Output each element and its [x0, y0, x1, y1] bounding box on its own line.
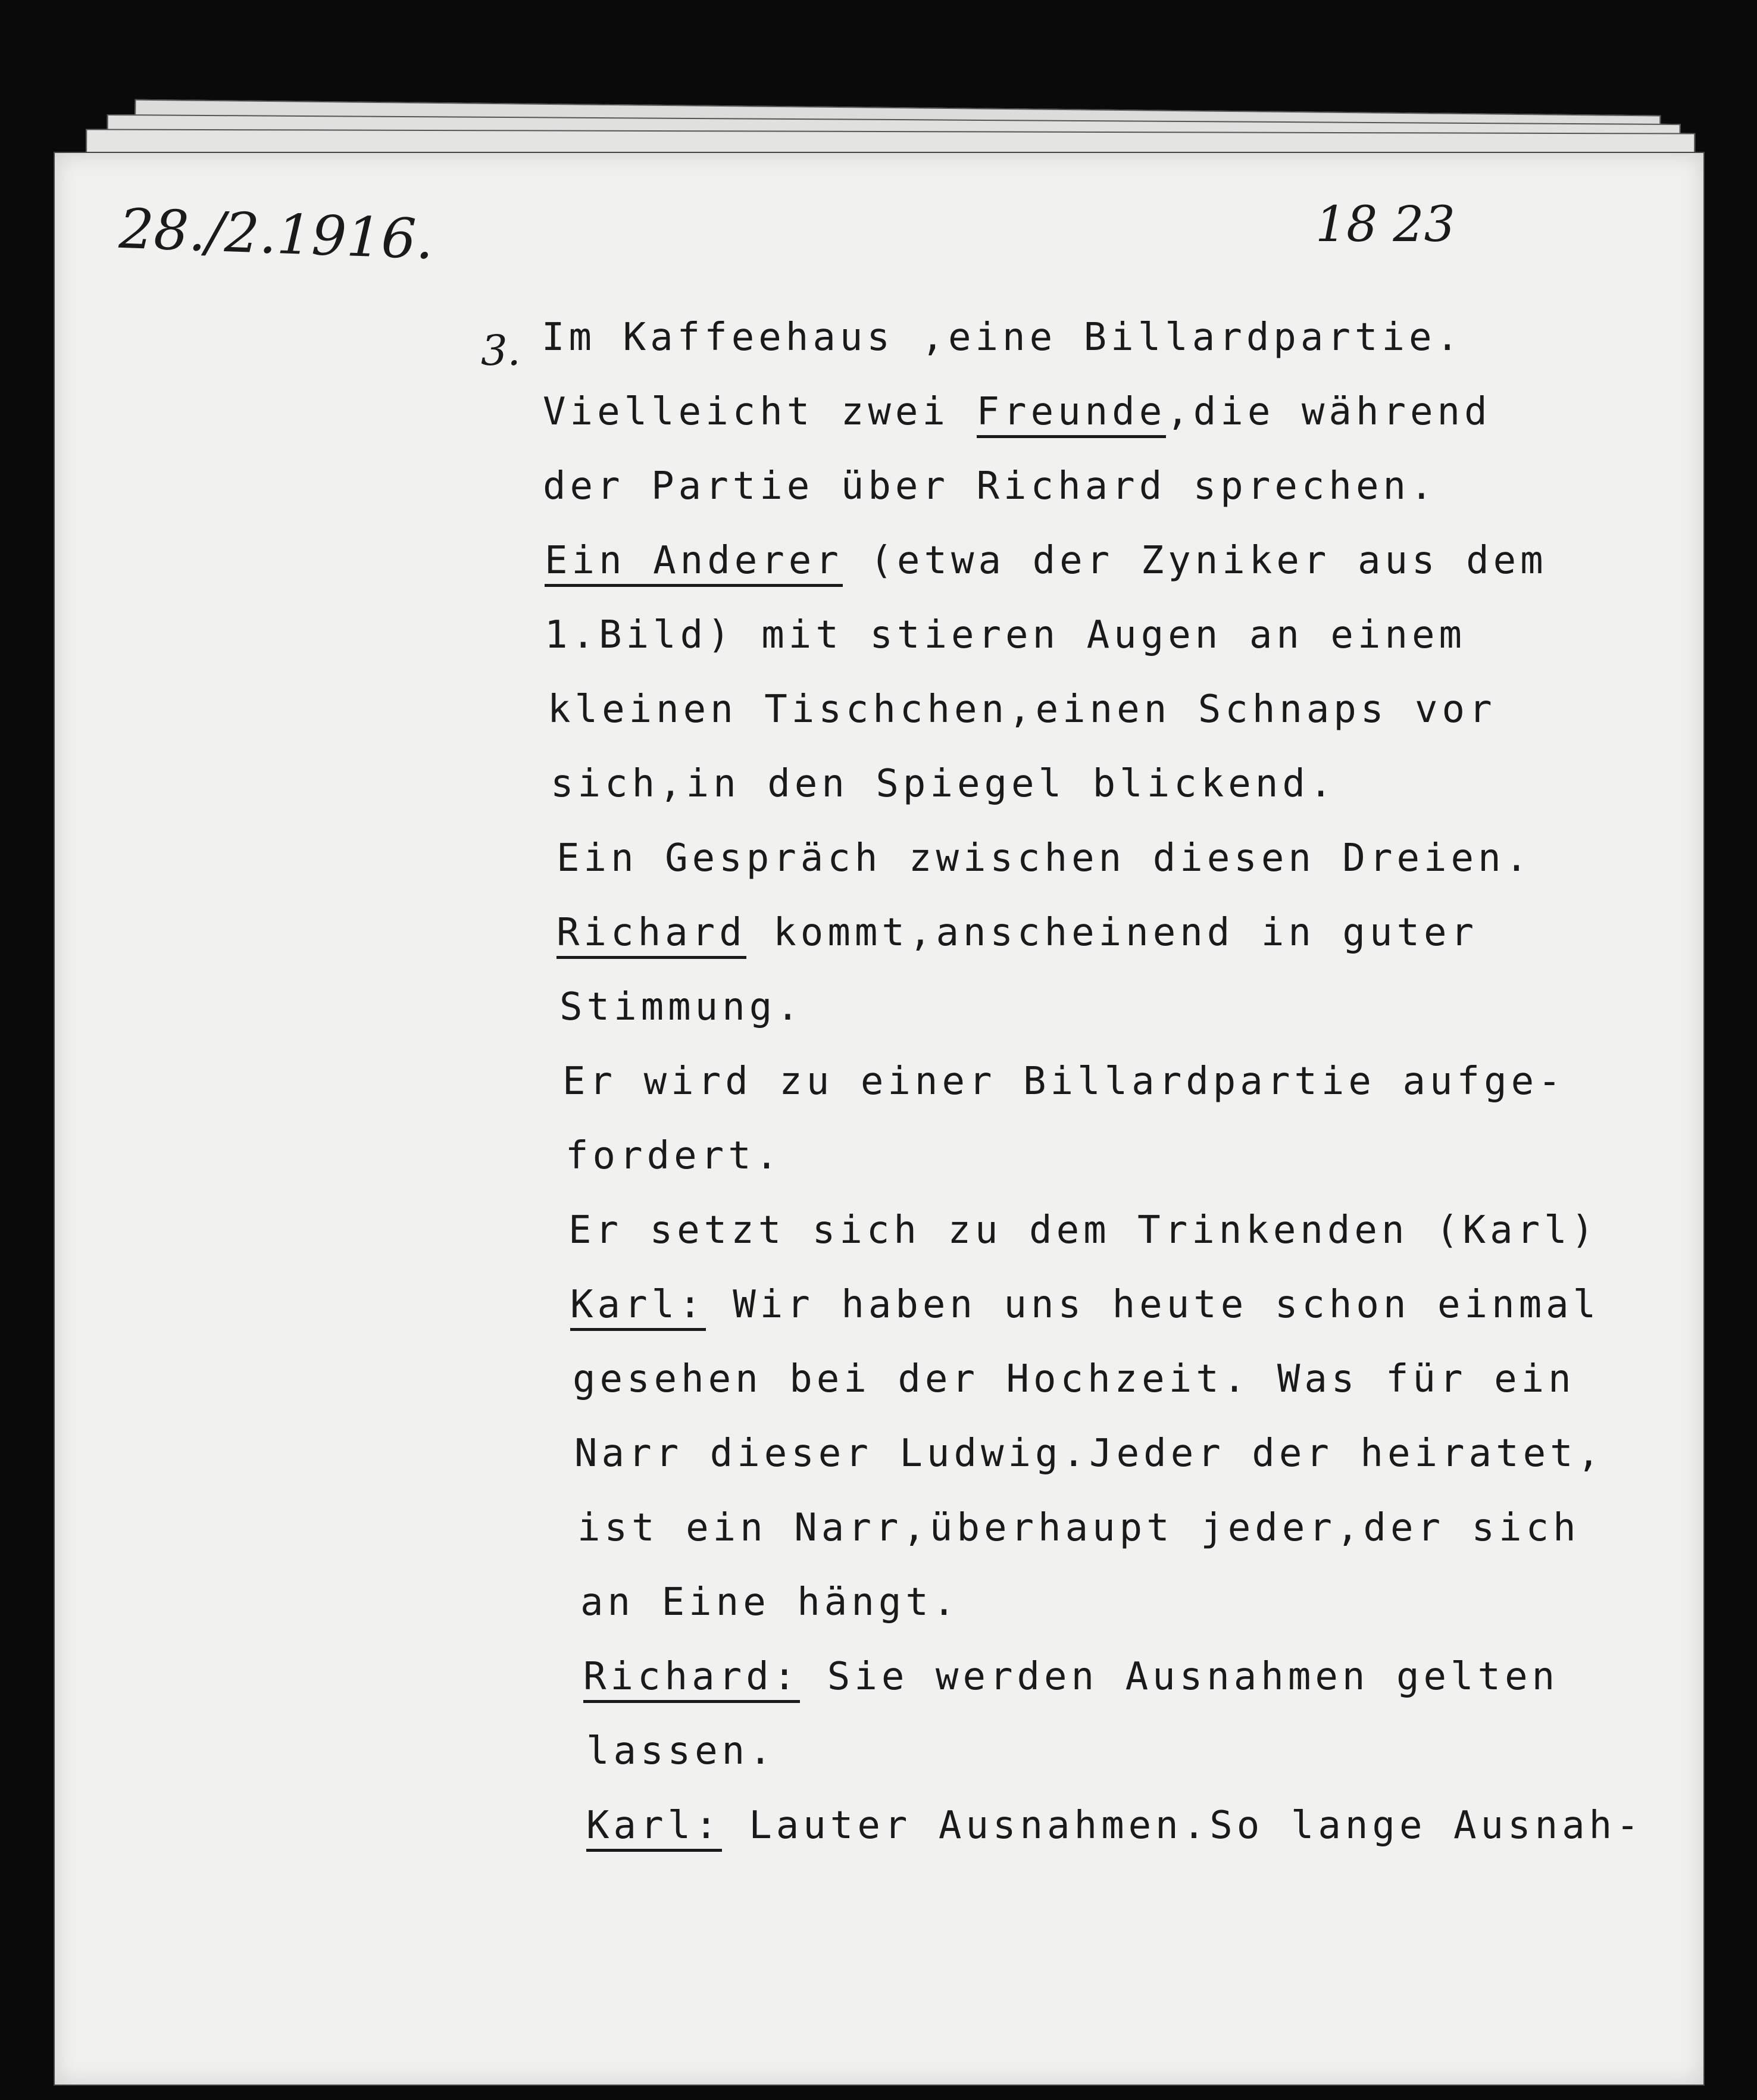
text-line: fordert.: [565, 1134, 783, 1178]
text-line: Karl: Wir haben uns heute schon einmal: [570, 1283, 1600, 1327]
text-line: Stimmung.: [559, 985, 804, 1029]
text-line: gesehen bei der Hochzeit. Was für ein: [573, 1357, 1575, 1401]
text-line: Im Kaffeehaus ,eine Billardpartie.: [542, 315, 1464, 360]
underlined-word: Karl:: [570, 1283, 706, 1331]
underlined-word: Richard: [557, 911, 746, 959]
text-line: ist ein Narr,überhaupt jeder,der sich: [577, 1506, 1580, 1550]
text-line: Karl: Lauter Ausnahmen.So lange Ausnah-: [586, 1804, 1643, 1848]
text-line: an Eine hängt.: [580, 1580, 960, 1624]
document-page: [54, 152, 1705, 2086]
section-number: 3.: [481, 326, 521, 375]
text-line: Narr dieser Ludwig.Jeder der heiratet,: [574, 1432, 1605, 1476]
text-line: Ein Gespräch zwischen diesen Dreien.: [557, 836, 1533, 880]
text-line: 1.Bild) mit stieren Augen an einem: [545, 613, 1467, 657]
text-line: lassen.: [586, 1729, 776, 1773]
text-line: Richard: Sie werden Ausnahmen gelten: [583, 1655, 1559, 1699]
handwritten-page-number: 18 23: [1315, 196, 1455, 253]
text-line: Er setzt sich zu dem Trinkenden (Karl): [568, 1208, 1599, 1252]
underlined-word: Karl:: [586, 1804, 722, 1852]
underlined-word: Richard:: [583, 1655, 800, 1703]
text-line: der Partie über Richard sprechen.: [543, 464, 1437, 508]
text-line: Vielleicht zwei Freunde,die während: [543, 390, 1492, 434]
underlined-word: Ein Anderer: [545, 539, 843, 587]
text-line: sich,in den Spiegel blickend.: [551, 762, 1337, 806]
text-line: Er wird zu einer Billardpartie aufge-: [562, 1060, 1565, 1104]
underlined-word: Freunde: [977, 390, 1167, 438]
text-line: Richard kommt,anscheinend in guter: [557, 911, 1478, 955]
handwritten-date: 28./2.1916.: [118, 196, 435, 272]
text-line: Ein Anderer (etwa der Zyniker aus dem: [545, 539, 1547, 583]
text-line: kleinen Tischchen,einen Schnaps vor: [548, 688, 1496, 732]
